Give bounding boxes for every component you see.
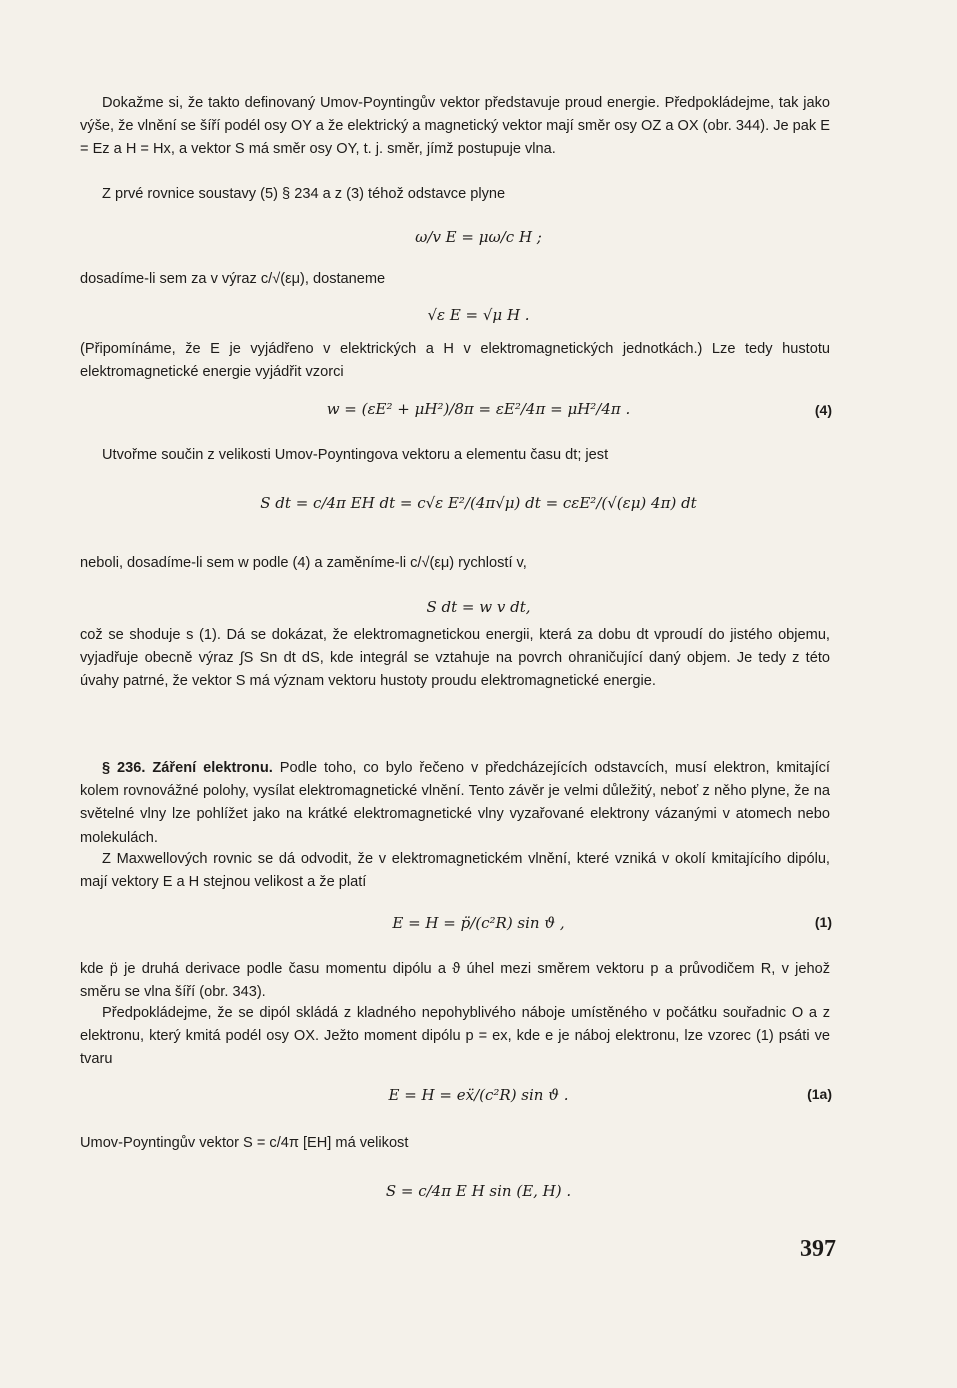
equation-energy-density-text: w = (εE² + μH²)/8π = εE²/4π = μH²/4π . xyxy=(326,400,631,418)
equation-sdt: S dt = c/4π EH dt = c√ε E²/(4π√μ) dt = cεE²/(√(εμ) 4π) dt xyxy=(260,494,697,512)
paragraph-10: kde p̈ je druhá derivace podle času momentu dipólu a ϑ úhel mezi směrem vektoru p a průvodičem R, v jehož směru se vlna šíří (obr. 343). xyxy=(80,961,830,1001)
paragraph-5: Utvořme součin z velikosti Umov-Poyntingova vektoru a elementu času dt; jest xyxy=(102,447,609,463)
equation-number-4: (4) xyxy=(814,402,832,418)
paragraph-6: neboli, dosadíme-li sem w podle (4) a zaměníme-li c/√(εμ) rychlostí v, xyxy=(80,555,527,571)
equation-sdt-wv: S dt = w v dt, xyxy=(426,598,531,616)
paragraph-7: což se shoduje s (1). Dá se dokázat, že elektromagnetickou energii, která za dobu dt vproudí do jistého objemu, vyjadřuje obecně výraz ∫S Sn dt dS, kde integrál se vztahuje na povrch ohraničující daný objem. Je tedy z této úvahy patrné, že vektor S má význam vektoru hustoty proudu elektromagnetické energie. xyxy=(80,627,830,690)
paragraph-11: Předpokládejme, že se dipól skládá z kladného nepohyblivého náboje umístěného v počátku souřadnic O a z elektronu, který kmitá podél osy OX. Ježto moment dipólu p = ex, kde e je náboj elektronu, lze vzorec (1) psáti ve tvaru xyxy=(80,1005,830,1068)
section-heading: § 236. Záření elektronu. xyxy=(102,760,273,776)
paragraph-4: (Připomínáme, že E je vyjádřeno v elektrických a H v elektromagnetických jednotkách.) Lze tedy hustotu elektromagnetické energie vyjádřit vzorci xyxy=(80,341,830,381)
equation-energy-density xyxy=(0,400,957,418)
equation-dipole-field: E = H = p̈/(c²R) sin ϑ , xyxy=(392,914,565,932)
paragraph-12: Umov-Poyntingův vektor S = c/4π [EH] má velikost xyxy=(80,1135,409,1151)
equation-number-1a: (1a) xyxy=(807,1086,832,1102)
equation-poynting-magnitude: S = c/4π E H sin (E, H) . xyxy=(385,1182,572,1200)
paragraph-2: Z prvé rovnice soustavy (5) § 234 a z (3) téhož odstavce plyne xyxy=(102,186,506,202)
equation-electron-field: E = H = eẍ/(c²R) sin ϑ . xyxy=(388,1086,569,1104)
paragraph-9: Z Maxwellových rovnic se dá odvodit, že v elektromagnetickém vlnění, které vzniká v okolí kmitajícího dipólu, mají vektory E a H stejnou velikost a že platí xyxy=(80,851,830,891)
paragraph-1: Dokažme si, že takto definovaný Umov-Poyntingův vektor představuje proud energie. Předpokládejme, tak jako výše, že vlnění se šíří podél osy OY a že elektrický a magnetický vektor mají směr osy OZ a OX (obr. 344). Je pak E = Ez a H = Hx, a vektor S má směr osy OY, t. j. směr, jímž postupuje vlna. xyxy=(80,95,830,158)
equation-number-1: (1) xyxy=(814,914,832,930)
equation-omega: ω/v E = μω/c H ; xyxy=(415,228,542,246)
paragraph-8-text: Podle toho, co bylo řečeno v předcházejících odstavcích, musí elektron, kmitající kolem rovnovážné polohy, vysílat elektromagnetické vlnění. Tento závěr je velmi důležitý, neboť z něho plyne, že na světelné vlny lze pohlížet jako na krátké elektromagnetické vlny vyzařované elektrony vázanými v atomech nebo molekulách. xyxy=(80,760,830,846)
equation-root-eps: √ε E = √μ H . xyxy=(427,306,530,324)
page-number: 397 xyxy=(800,1236,836,1262)
paragraph-8 xyxy=(80,757,830,850)
paragraph-3: dosadíme-li sem za v výraz c/√(εμ), dostaneme xyxy=(80,271,386,287)
